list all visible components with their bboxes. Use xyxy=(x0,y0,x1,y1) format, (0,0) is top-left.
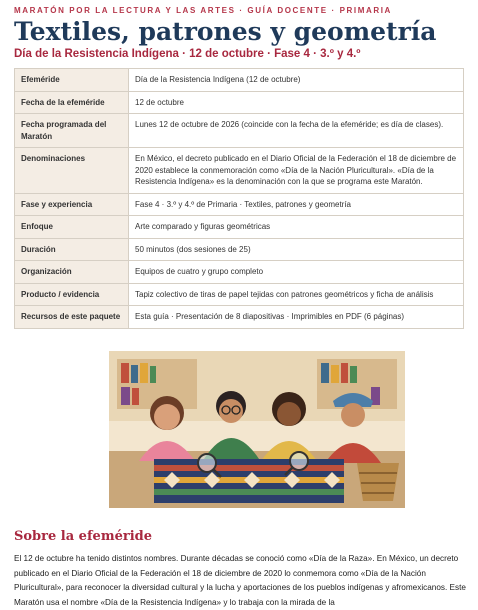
info-table xyxy=(14,68,464,329)
children-textiles-illustration xyxy=(109,351,405,508)
row-key: Fase y experiencia xyxy=(15,193,129,216)
row-key: Enfoque xyxy=(15,216,129,239)
row-value: 50 minutos (dos sesiones de 25) xyxy=(129,238,464,261)
row-key: Fecha programada del Maratón xyxy=(15,114,129,148)
row-value: Lunes 12 de octubre de 2026 (coincide con la fecha de la efeméride; es día de clases). xyxy=(129,114,464,148)
row-value: Esta guía · Presentación de 8 diapositivas · Imprimibles en PDF (6 páginas) xyxy=(129,306,464,329)
table-row xyxy=(15,283,464,306)
table-row xyxy=(15,114,464,148)
section-body: El 12 de octubre ha tenido distintos nombres. Durante décadas se conoció como «Día de la Raza». En México, un decreto publicado en el Diario Oficial de la Federación el 18 de diciembre de 2020 lo conmemora como «Día de la Nación Pluricultural», para reconocer la diversidad cultural y la lucha y aportaciones de los pueblos indígenas y afromexicanos. Este Maratón usa el nombre «Día de la Resistencia Indígena» y lo trabaja con la mirada de la xyxy=(14,554,466,607)
row-key: Efeméride xyxy=(15,69,129,92)
row-value: En México, el decreto publicado en el Diario Oficial de la Federación el 18 de diciembre de 2020 establece la conmemoración como «Día de la Nación Pluricultural». «Día de la Resistencia Indígena» es la denominación con la que se programa este Maratón. xyxy=(129,148,464,194)
row-key: Denominaciones xyxy=(15,148,129,194)
row-key: Duración xyxy=(15,238,129,261)
row-value: 12 de octubre xyxy=(129,91,464,114)
page-title: Textiles, patrones y geometría xyxy=(14,17,437,46)
guide-page xyxy=(14,0,466,607)
row-value: Equipos de cuatro y grupo completo xyxy=(129,261,464,284)
row-key: Producto / evidencia xyxy=(15,283,129,306)
row-value: Arte comparado y figuras geométricas xyxy=(129,216,464,239)
page-subtitle: Día de la Resistencia Indígena · 12 de octubre · Fase 4 · 3.º y 4.º xyxy=(14,48,361,60)
row-value: Fase 4 · 3.º y 4.º de Primaria · Textiles, patrones y geometría xyxy=(129,193,464,216)
table-row xyxy=(15,306,464,329)
section-title: Sobre la efeméride xyxy=(14,529,152,544)
table-row xyxy=(15,91,464,114)
row-key: Fecha de la efeméride xyxy=(15,91,129,114)
row-value: Tapiz colectivo de tiras de papel tejidas con patrones geométricos y ficha de análisis xyxy=(129,283,464,306)
table-row xyxy=(15,69,464,92)
table-row xyxy=(15,216,464,239)
table-row xyxy=(15,261,464,284)
table-row xyxy=(15,148,464,194)
kicker: MARATÓN POR LA LECTURA Y LAS ARTES · GUÍA DOCENTE · PRIMARIA xyxy=(14,6,392,15)
row-value: Día de la Resistencia Indígena (12 de octubre) xyxy=(129,69,464,92)
table-row xyxy=(15,193,464,216)
table-row xyxy=(15,238,464,261)
row-key: Recursos de este paquete xyxy=(15,306,129,329)
row-key: Organización xyxy=(15,261,129,284)
